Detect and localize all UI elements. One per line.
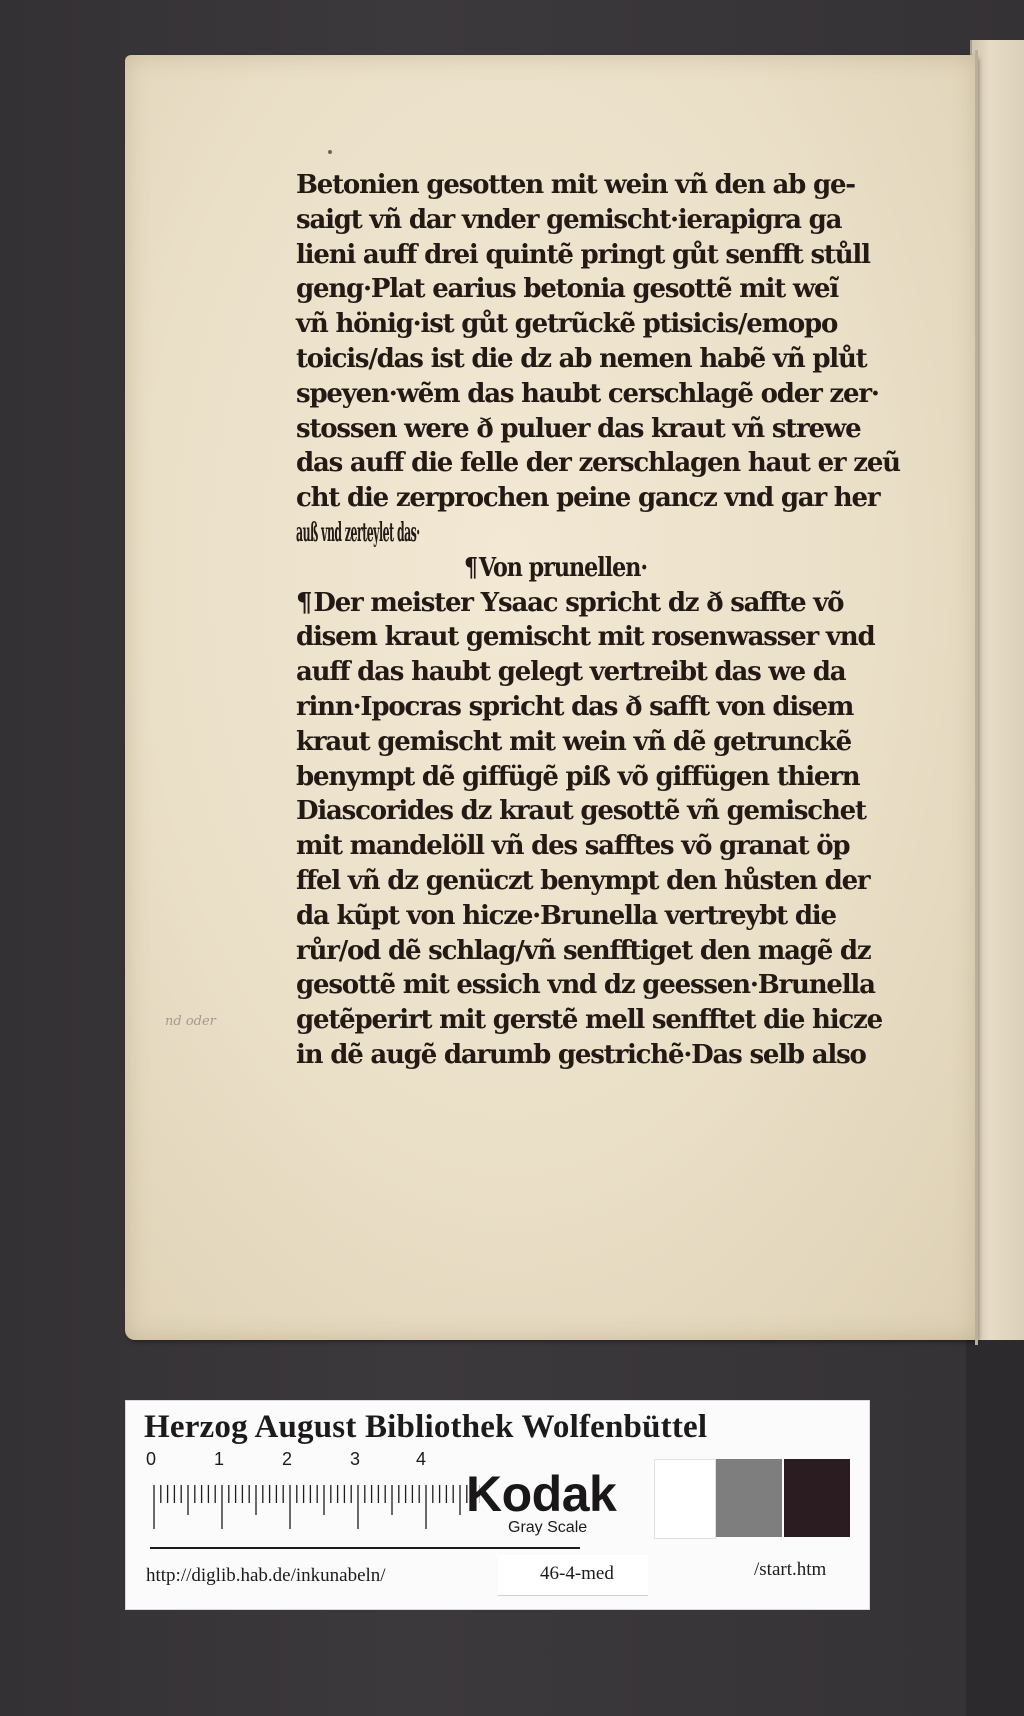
swatch-black — [784, 1459, 850, 1537]
text-line-content: auff das haubt gelegt vertreibt das we da — [296, 657, 846, 688]
pilcrow-mark: ¶ — [296, 587, 312, 618]
ink-speck — [328, 150, 332, 154]
text-line — [296, 272, 908, 307]
text-line — [296, 516, 553, 551]
text-line — [320, 551, 843, 586]
text-line-content: mit mandelöll vñ des safftes võ granat öp — [296, 831, 850, 862]
margin-annotation: nd oder — [165, 1014, 216, 1029]
text-line — [296, 203, 908, 238]
text-line — [296, 968, 908, 1003]
text-line-content: saigt vñ dar vnder gemischt·ierapigra ga — [296, 204, 842, 235]
text-line — [296, 481, 908, 516]
ruler-scale — [150, 1477, 480, 1529]
text-line-content: da kũpt von hicze·Brunella vertreybt die — [296, 900, 836, 931]
text-line — [296, 1038, 908, 1073]
text-line-content: cht die zerprochen peine gancz vnd gar her — [296, 483, 880, 514]
ruler-digit-2: 2 — [282, 1449, 293, 1469]
gray-scale-label: Gray Scale — [508, 1519, 588, 1536]
text-line-content: in dẽ augẽ darumb gestrichẽ·Das selb also — [296, 1039, 866, 1070]
text-line — [296, 690, 908, 725]
text-line — [296, 238, 908, 273]
text-line — [296, 864, 908, 899]
text-line-content: das auff die felle der zerschlagen haut er zeũ — [296, 448, 900, 479]
text-line-content: Der meister Ysaac spricht dz ð saffte võ — [313, 587, 844, 618]
text-line — [296, 899, 908, 934]
swatch-gray — [716, 1459, 782, 1537]
swatch-white — [654, 1459, 716, 1539]
library-title: Herzog August Bibliothek Wolfenbüttel — [144, 1409, 708, 1445]
page-text-block — [296, 168, 908, 1073]
text-line-content: speyen·wẽm das haubt cerschlagẽ oder zer· — [296, 378, 879, 409]
text-line-content: gesottẽ mit essich vnd dz geessen·Brunella — [296, 970, 875, 1001]
text-line — [296, 342, 908, 377]
text-line-content: toicis/das ist die dz ab nemen habẽ vñ plůt — [296, 343, 867, 374]
text-line-content: růr/od dẽ schlag/vñ senfftiget den magẽ dz — [296, 935, 871, 966]
ruler-digit-1: 1 — [214, 1449, 225, 1469]
shelfmark-code: 46-4-med — [540, 1563, 614, 1584]
color-calibration-bar — [125, 1400, 870, 1610]
ruler-digit-3: 3 — [350, 1449, 361, 1469]
text-line — [296, 1003, 908, 1038]
page-gutter — [975, 50, 978, 1345]
text-line-content: stossen were ð puluer das kraut vñ strewe — [296, 413, 861, 444]
url-suffix: /start.htm — [754, 1559, 827, 1580]
facing-page-edge — [970, 40, 1024, 1340]
ruler-baseline — [150, 1547, 580, 1549]
text-line-content: lieni auff drei quintẽ pringt gůt senfft stůll — [296, 239, 870, 270]
text-line-content: benympt dẽ giffügẽ piß võ giffügen thiern — [296, 761, 860, 792]
text-line-content: Diascorides dz kraut gesottẽ vñ gemischet — [296, 796, 866, 827]
text-line — [296, 725, 908, 760]
ruler-digit-0: 0 — [146, 1449, 157, 1469]
text-line-content: auß vnd zerteylet das· — [296, 517, 420, 548]
text-line — [296, 794, 908, 829]
ruler-digit-4: 4 — [416, 1449, 427, 1469]
text-line-content: disem kraut gemischt mit rosenwasser vnd — [296, 622, 875, 653]
text-line — [296, 307, 908, 342]
text-line — [296, 168, 908, 203]
text-line — [296, 412, 908, 447]
text-line-content: getẽperirt mit gerstẽ mell senfftet die hicze — [296, 1005, 882, 1036]
text-line — [296, 760, 908, 795]
text-line — [296, 377, 908, 412]
kodak-logo: Kodak — [466, 1466, 617, 1522]
text-line-content: vñ hönig·ist gůt getrũckẽ ptisicis/emopo — [296, 309, 838, 340]
text-line-content: kraut gemischt mit wein vñ dẽ getrunckẽ — [296, 726, 851, 757]
text-line — [296, 446, 908, 481]
text-line — [296, 934, 908, 969]
text-line-content: Betonien gesotten mit wein vñ den ab ge- — [296, 170, 855, 200]
text-line — [296, 829, 908, 864]
text-line — [296, 655, 908, 690]
url-prefix: http://diglib.hab.de/inkunabeln/ — [146, 1565, 386, 1586]
text-line — [296, 620, 908, 655]
pilcrow-mark: ¶ — [464, 552, 478, 583]
text-line-content: ffel vñ dz genüczt benympt den hůsten der — [296, 865, 870, 896]
text-line-content: geng·Plat earius betonia gesottẽ mit weĩ — [296, 274, 839, 305]
facing-page-shadow — [966, 1340, 1024, 1716]
text-line-content: Von prunellen· — [478, 552, 648, 583]
text-line — [296, 586, 908, 621]
text-line-content: rinn·Ipocras spricht das ð safft von disem — [296, 691, 854, 722]
